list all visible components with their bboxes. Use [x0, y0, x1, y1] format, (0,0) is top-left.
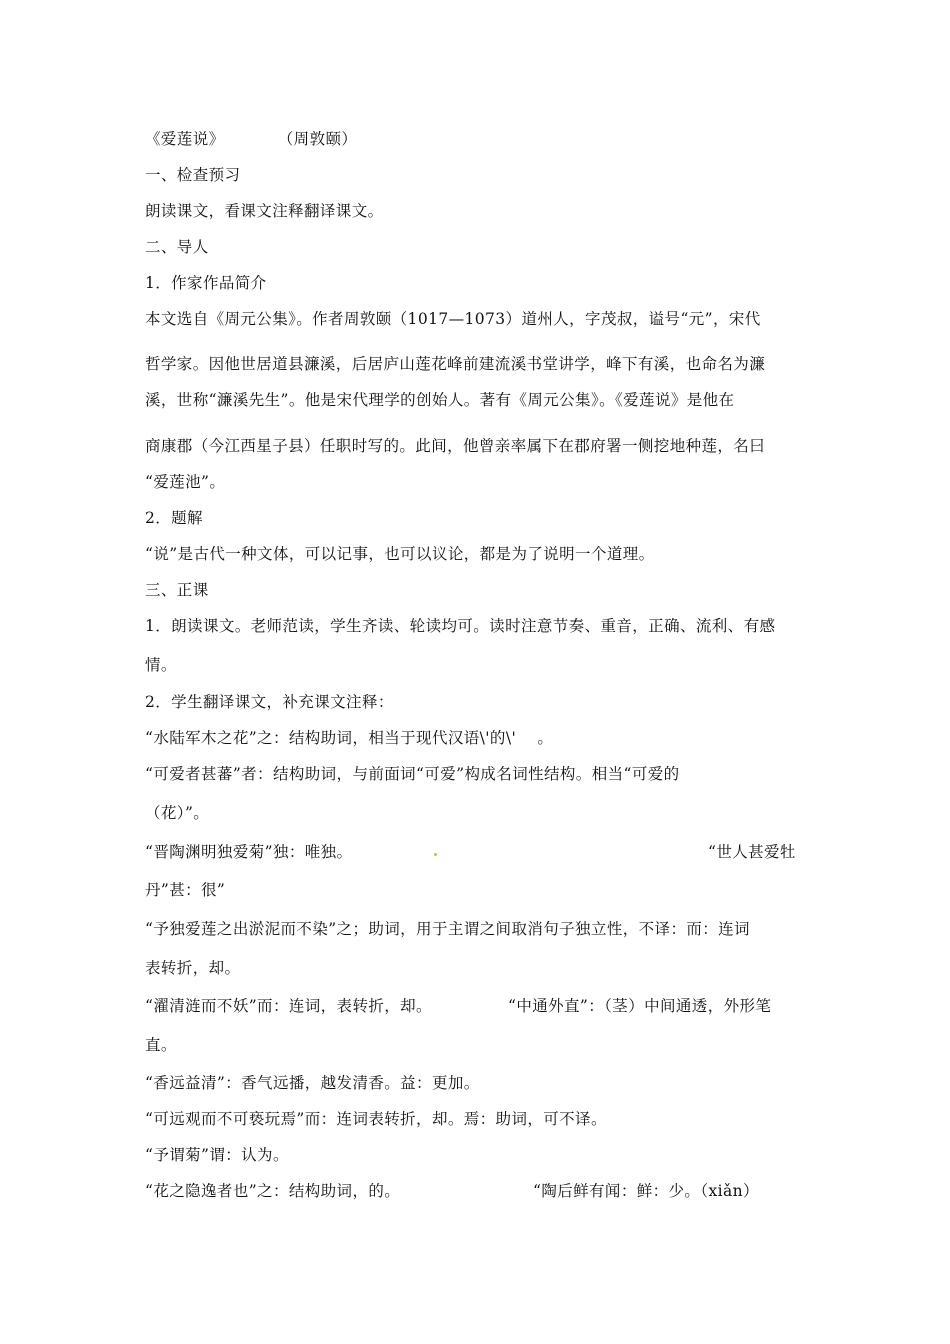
- annotation-line: （花）”。: [145, 804, 210, 822]
- stray-mark: [434, 853, 437, 856]
- annotation-line: “花之隐逸者也”之：结构助词，的。: [145, 1182, 401, 1200]
- paragraph-line: 情。: [145, 656, 177, 674]
- paragraph-line: 本文选自《周元公集》。作者周敦颐（1017—1073）道州人，字茂叔，谥号“元”，宋代: [145, 310, 761, 328]
- paragraph-line: 哲学家。因他世居道县濂溪，后居庐山莲花峰前建流溪书堂讲学，峰下有溪，也命名为濂: [145, 355, 766, 373]
- annotation-line: “水陆军木之花”之：结构助词，相当于现代汉语\'的\' 。: [145, 729, 554, 747]
- document-title: 《爱莲说》 （周敦颐）: [145, 130, 358, 148]
- annotation-line: “晋陶渊明独爱菊”独：唯独。: [145, 843, 353, 861]
- subsection-heading: 2．题解: [145, 509, 203, 527]
- annotation-line: “世人甚爱牡: [708, 843, 796, 861]
- annotation-line: “中通外直”：（茎）中间通透，外形笔: [508, 997, 772, 1015]
- annotation-line: 丹”甚：很”: [145, 881, 226, 899]
- annotation-line: “香远益清”：香气远播，越发清香。益：更加。: [145, 1074, 480, 1092]
- annotation-line: 直。: [145, 1036, 177, 1054]
- paragraph-line: “爱莲池”。: [145, 473, 226, 491]
- paragraph-line: 溪，世称“濂溪先生”。他是宋代理学的创始人。著有《周元公集》。《爱莲说》是他在: [145, 391, 735, 409]
- section-heading-lesson: 三、正课: [145, 581, 209, 599]
- annotation-line: “濯清涟而不妖”而：连词，表转折，却。: [145, 997, 432, 1015]
- annotation-line: “予谓菊”谓：认为。: [145, 1146, 289, 1164]
- paragraph: “说”是古代一种文体，可以记事，也可以议论，都是为了说明一个道理。: [145, 545, 655, 563]
- annotation-line: “可爱者甚蕃”者：结构助词，与前面词“可爱”构成名词性结构。相当“可爱的: [145, 765, 680, 783]
- paragraph-line: 1．朗读课文。老师范读，学生齐读、轮读均可。读时注意节奏、重音，正确、流利、有感: [145, 617, 776, 635]
- annotation-line: “陶后鲜有闻：鲜：少。（xiǎn）: [533, 1182, 759, 1200]
- annotation-line: “可远观而不可亵玩焉”而：连词表转折，却。焉：助词，可不译。: [145, 1110, 607, 1128]
- subsection-heading: 1．作家作品简介: [145, 274, 267, 292]
- annotation-line: “予独爱莲之出淤泥而不染”之；助词，用于主谓之间取消句子独立性，不译：而：连词: [145, 920, 750, 938]
- subsection-heading: 2．学生翻译课文，补充课文注释：: [145, 693, 394, 711]
- section-heading-preview: 一、检查预习: [145, 166, 241, 184]
- paragraph: 朗读课文，看课文注释翻译课文。: [145, 202, 384, 220]
- annotation-line: 表转折，却。: [145, 959, 241, 977]
- section-heading-intro: 二、导人: [145, 238, 209, 256]
- paragraph-line: 商康郡（今江西星子县）任职时写的。此间，他曾亲率属下在郡府署一侧挖地种莲，名曰: [145, 437, 766, 455]
